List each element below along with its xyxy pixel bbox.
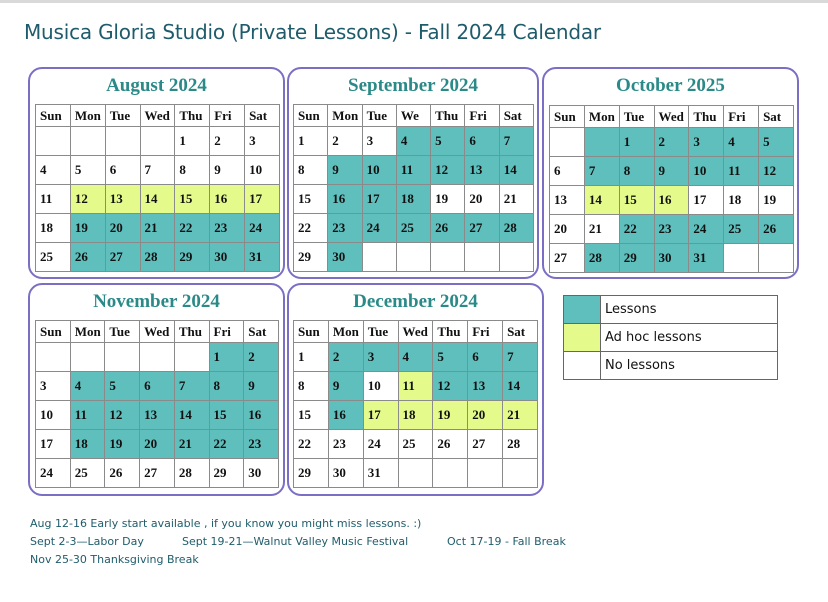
day-cell: 18: [396, 185, 430, 214]
note-early-start: Aug 12-16 Early start available , if you know you might miss lessons. :): [30, 517, 422, 530]
day-cell: 15: [175, 185, 210, 214]
week-row: [294, 401, 538, 430]
week-row: [36, 430, 279, 459]
weekday-header: Sat: [759, 106, 794, 128]
week-row: [550, 128, 794, 157]
day-cell: 26: [433, 430, 468, 459]
day-cell: 6: [105, 156, 140, 185]
weekday-header: Tue: [363, 321, 398, 343]
day-cell: 18: [398, 401, 433, 430]
week-row: [36, 343, 279, 372]
day-cell: 28: [584, 244, 619, 273]
day-cell: 28: [140, 243, 175, 272]
day-cell: [431, 243, 465, 272]
weekday-header: Thu: [431, 105, 465, 127]
day-cell: 22: [619, 215, 654, 244]
day-cell: 16: [328, 401, 363, 430]
day-cell: 14: [584, 186, 619, 215]
day-cell: 26: [70, 243, 105, 272]
week-row: [36, 156, 280, 185]
day-cell: 4: [724, 128, 759, 157]
day-cell: 24: [245, 214, 280, 243]
day-cell: 7: [174, 372, 209, 401]
week-row: [294, 372, 538, 401]
day-cell: 25: [398, 430, 433, 459]
week-row: [294, 243, 534, 272]
day-cell: 23: [328, 214, 362, 243]
day-cell: 25: [36, 243, 71, 272]
weekday-header-row: [36, 105, 280, 127]
week-row: [550, 157, 794, 186]
day-cell: 16: [654, 186, 689, 215]
day-cell: [396, 243, 430, 272]
day-cell: 11: [724, 157, 759, 186]
day-cell: 31: [245, 243, 280, 272]
day-cell: 21: [584, 215, 619, 244]
day-cell: 21: [499, 185, 533, 214]
day-cell: 11: [398, 372, 433, 401]
day-cell: 14: [503, 372, 538, 401]
day-cell: 19: [759, 186, 794, 215]
week-row: [294, 343, 538, 372]
day-cell: [105, 343, 140, 372]
weekday-header-row: [294, 105, 534, 127]
calendar-table: [35, 104, 280, 272]
day-cell: 13: [105, 185, 140, 214]
day-cell: 20: [140, 430, 175, 459]
day-cell: 8: [294, 156, 328, 185]
weekday-header-row: [36, 321, 279, 343]
weekday-header: Sun: [36, 321, 71, 343]
day-cell: 23: [210, 214, 245, 243]
day-cell: 12: [433, 372, 468, 401]
weekday-header: Sat: [245, 105, 280, 127]
day-cell: 22: [294, 214, 328, 243]
day-cell: 29: [294, 459, 329, 488]
day-cell: 13: [468, 372, 503, 401]
day-cell: 20: [105, 214, 140, 243]
day-cell: 29: [294, 243, 328, 272]
week-row: [36, 459, 279, 488]
month-title: August 2024: [106, 75, 207, 96]
day-cell: 31: [689, 244, 724, 273]
day-cell: 7: [140, 156, 175, 185]
day-cell: 12: [431, 156, 465, 185]
weekday-header: Mon: [328, 105, 362, 127]
day-cell: 9: [328, 372, 363, 401]
day-cell: 29: [619, 244, 654, 273]
day-cell: 25: [70, 459, 105, 488]
day-cell: 29: [175, 243, 210, 272]
week-row: [550, 244, 794, 273]
day-cell: 21: [503, 401, 538, 430]
day-cell: [499, 243, 533, 272]
week-row: [550, 186, 794, 215]
day-cell: 7: [499, 127, 533, 156]
day-cell: [140, 343, 175, 372]
week-row: [36, 214, 280, 243]
legend-swatch-lessons: [564, 296, 601, 324]
weekday-header: Thu: [175, 105, 210, 127]
day-cell: 15: [619, 186, 654, 215]
day-cell: [550, 128, 585, 157]
calendar-table: [293, 320, 538, 488]
day-cell: 1: [294, 343, 329, 372]
day-cell: 24: [689, 215, 724, 244]
month-november: [28, 283, 285, 496]
day-cell: 15: [209, 401, 244, 430]
week-row: [294, 156, 534, 185]
day-cell: 24: [36, 459, 71, 488]
weekday-header: Tue: [619, 106, 654, 128]
day-cell: 11: [36, 185, 71, 214]
day-cell: [70, 343, 105, 372]
day-cell: 27: [105, 243, 140, 272]
weekday-header: Tue: [362, 105, 396, 127]
legend-swatch-adhoc: [564, 324, 601, 352]
note-festival: Sept 19-21—Walnut Valley Music Festival: [182, 535, 409, 548]
day-cell: 30: [328, 459, 363, 488]
day-cell: 16: [210, 185, 245, 214]
day-cell: 15: [294, 401, 329, 430]
day-cell: 9: [210, 156, 245, 185]
day-cell: 13: [140, 401, 175, 430]
week-row: [36, 127, 280, 156]
legend-row-adhoc: [564, 324, 778, 352]
day-cell: [584, 128, 619, 157]
weekday-header: Mon: [70, 105, 105, 127]
weekday-header: Thu: [689, 106, 724, 128]
day-cell: 12: [105, 401, 140, 430]
legend-swatch-none: [564, 352, 601, 380]
weekday-header: Sun: [550, 106, 585, 128]
day-cell: 22: [294, 430, 329, 459]
day-cell: 19: [105, 430, 140, 459]
weekday-header: Wed: [140, 321, 175, 343]
day-cell: 30: [210, 243, 245, 272]
calendar-table: [293, 104, 534, 272]
day-cell: [174, 343, 209, 372]
week-row: [294, 185, 534, 214]
week-row: [36, 243, 280, 272]
day-cell: 28: [499, 214, 533, 243]
day-cell: 13: [550, 186, 585, 215]
weekday-header: Tue: [105, 105, 140, 127]
day-cell: 26: [759, 215, 794, 244]
day-cell: 17: [689, 186, 724, 215]
day-cell: 27: [465, 214, 499, 243]
day-cell: [759, 244, 794, 273]
day-cell: 26: [431, 214, 465, 243]
day-cell: 20: [468, 401, 503, 430]
day-cell: 16: [244, 401, 279, 430]
day-cell: 24: [363, 430, 398, 459]
day-cell: 9: [244, 372, 279, 401]
day-cell: 30: [328, 243, 362, 272]
legend-row-none: [564, 352, 778, 380]
day-cell: 12: [759, 157, 794, 186]
legend-row-lessons: [564, 296, 778, 324]
day-cell: 17: [362, 185, 396, 214]
week-row: [294, 459, 538, 488]
weekday-header: Sat: [499, 105, 533, 127]
calendar-table: [549, 105, 794, 273]
weekday-header: Sun: [294, 105, 328, 127]
day-cell: 3: [245, 127, 280, 156]
day-cell: 22: [175, 214, 210, 243]
day-cell: 18: [70, 430, 105, 459]
day-cell: 4: [36, 156, 71, 185]
day-cell: 5: [431, 127, 465, 156]
weekday-header-row: [550, 106, 794, 128]
day-cell: 23: [328, 430, 363, 459]
day-cell: 3: [36, 372, 71, 401]
day-cell: 27: [468, 430, 503, 459]
day-cell: 19: [431, 185, 465, 214]
month-title: November 2024: [93, 291, 220, 312]
day-cell: 12: [70, 185, 105, 214]
note-thanksgiving: Nov 25-30 Thanksgiving Break: [30, 553, 199, 566]
day-cell: 10: [245, 156, 280, 185]
day-cell: 22: [209, 430, 244, 459]
day-cell: 24: [362, 214, 396, 243]
day-cell: 19: [433, 401, 468, 430]
day-cell: [140, 127, 175, 156]
day-cell: 17: [363, 401, 398, 430]
day-cell: [362, 243, 396, 272]
weekday-header: Wed: [398, 321, 433, 343]
day-cell: 10: [689, 157, 724, 186]
day-cell: 6: [140, 372, 175, 401]
day-cell: [465, 243, 499, 272]
day-cell: 6: [550, 157, 585, 186]
day-cell: 18: [724, 186, 759, 215]
day-cell: [36, 343, 71, 372]
day-cell: [36, 127, 71, 156]
weekday-header: Tue: [105, 321, 140, 343]
day-cell: 1: [209, 343, 244, 372]
day-cell: 10: [363, 372, 398, 401]
weekday-header: Fri: [468, 321, 503, 343]
day-cell: 5: [105, 372, 140, 401]
month-title: September 2024: [348, 75, 478, 96]
day-cell: 7: [584, 157, 619, 186]
day-cell: 23: [654, 215, 689, 244]
weekday-header: Fri: [465, 105, 499, 127]
day-cell: 6: [468, 343, 503, 372]
day-cell: 14: [174, 401, 209, 430]
day-cell: 9: [328, 156, 362, 185]
weekday-header: Fri: [210, 105, 245, 127]
day-cell: 25: [396, 214, 430, 243]
day-cell: 8: [209, 372, 244, 401]
legend-label: Ad hoc lessons: [601, 324, 778, 352]
weekday-header: Fri: [724, 106, 759, 128]
day-cell: 27: [140, 459, 175, 488]
legend-label: Lessons: [601, 296, 778, 324]
day-cell: [70, 127, 105, 156]
day-cell: 11: [70, 401, 105, 430]
weekday-header: Sun: [294, 321, 329, 343]
day-cell: 13: [465, 156, 499, 185]
day-cell: 8: [619, 157, 654, 186]
weekday-header: Wed: [140, 105, 175, 127]
day-cell: 5: [433, 343, 468, 372]
day-cell: 23: [244, 430, 279, 459]
weekday-header: Fri: [209, 321, 244, 343]
day-cell: 3: [363, 343, 398, 372]
day-cell: 8: [294, 372, 329, 401]
day-cell: 4: [70, 372, 105, 401]
day-cell: 16: [328, 185, 362, 214]
day-cell: [398, 459, 433, 488]
day-cell: 15: [294, 185, 328, 214]
day-cell: 2: [328, 127, 362, 156]
weekday-header-row: [294, 321, 538, 343]
day-cell: 27: [550, 244, 585, 273]
day-cell: 28: [503, 430, 538, 459]
day-cell: 17: [36, 430, 71, 459]
day-cell: 26: [105, 459, 140, 488]
month-october: [542, 67, 799, 279]
weekday-header: Wed: [654, 106, 689, 128]
note-labor-day: Sept 2-3—Labor Day: [30, 535, 144, 548]
day-cell: 6: [465, 127, 499, 156]
day-cell: 4: [398, 343, 433, 372]
day-cell: 10: [36, 401, 71, 430]
month-august: [28, 67, 285, 279]
weekday-header: Sun: [36, 105, 71, 127]
week-row: [294, 214, 534, 243]
day-cell: 20: [550, 215, 585, 244]
day-cell: 20: [465, 185, 499, 214]
day-cell: 4: [396, 127, 430, 156]
day-cell: [433, 459, 468, 488]
day-cell: [724, 244, 759, 273]
day-cell: 19: [70, 214, 105, 243]
day-cell: 2: [328, 343, 363, 372]
day-cell: [468, 459, 503, 488]
day-cell: 14: [140, 185, 175, 214]
weekday-header: Thu: [433, 321, 468, 343]
day-cell: 2: [244, 343, 279, 372]
day-cell: 21: [140, 214, 175, 243]
month-september: [287, 67, 539, 279]
day-cell: 31: [363, 459, 398, 488]
week-row: [294, 127, 534, 156]
day-cell: 14: [499, 156, 533, 185]
day-cell: [503, 459, 538, 488]
legend-label: No lessons: [601, 352, 778, 380]
month-title: December 2024: [353, 291, 478, 312]
calendar-table: [35, 320, 279, 488]
day-cell: 11: [396, 156, 430, 185]
day-cell: 5: [759, 128, 794, 157]
day-cell: 3: [689, 128, 724, 157]
week-row: [36, 185, 280, 214]
weekday-header: Mon: [584, 106, 619, 128]
day-cell: 2: [654, 128, 689, 157]
day-cell: 28: [174, 459, 209, 488]
day-cell: 17: [245, 185, 280, 214]
week-row: [36, 401, 279, 430]
day-cell: 1: [619, 128, 654, 157]
day-cell: 9: [654, 157, 689, 186]
month-december: [287, 283, 544, 496]
week-row: [36, 372, 279, 401]
top-border: [0, 0, 828, 3]
day-cell: 18: [36, 214, 71, 243]
day-cell: 2: [210, 127, 245, 156]
day-cell: 10: [362, 156, 396, 185]
day-cell: 5: [70, 156, 105, 185]
day-cell: 29: [209, 459, 244, 488]
weekday-header: Mon: [70, 321, 105, 343]
day-cell: 8: [175, 156, 210, 185]
day-cell: 1: [294, 127, 328, 156]
legend: [563, 295, 778, 380]
day-cell: 1: [175, 127, 210, 156]
day-cell: 30: [244, 459, 279, 488]
week-row: [550, 215, 794, 244]
note-fall-break: Oct 17-19 - Fall Break: [447, 535, 566, 548]
month-title: October 2025: [616, 75, 725, 96]
day-cell: 25: [724, 215, 759, 244]
weekday-header: Sat: [244, 321, 279, 343]
weekday-header: We: [396, 105, 430, 127]
day-cell: 21: [174, 430, 209, 459]
day-cell: 7: [503, 343, 538, 372]
weekday-header: Mon: [328, 321, 363, 343]
day-cell: 3: [362, 127, 396, 156]
weekday-header: Thu: [174, 321, 209, 343]
page-title: Musica Gloria Studio (Private Lessons) - Fall 2024 Calendar: [24, 20, 601, 44]
weekday-header: Sat: [503, 321, 538, 343]
day-cell: 30: [654, 244, 689, 273]
week-row: [294, 430, 538, 459]
day-cell: [105, 127, 140, 156]
